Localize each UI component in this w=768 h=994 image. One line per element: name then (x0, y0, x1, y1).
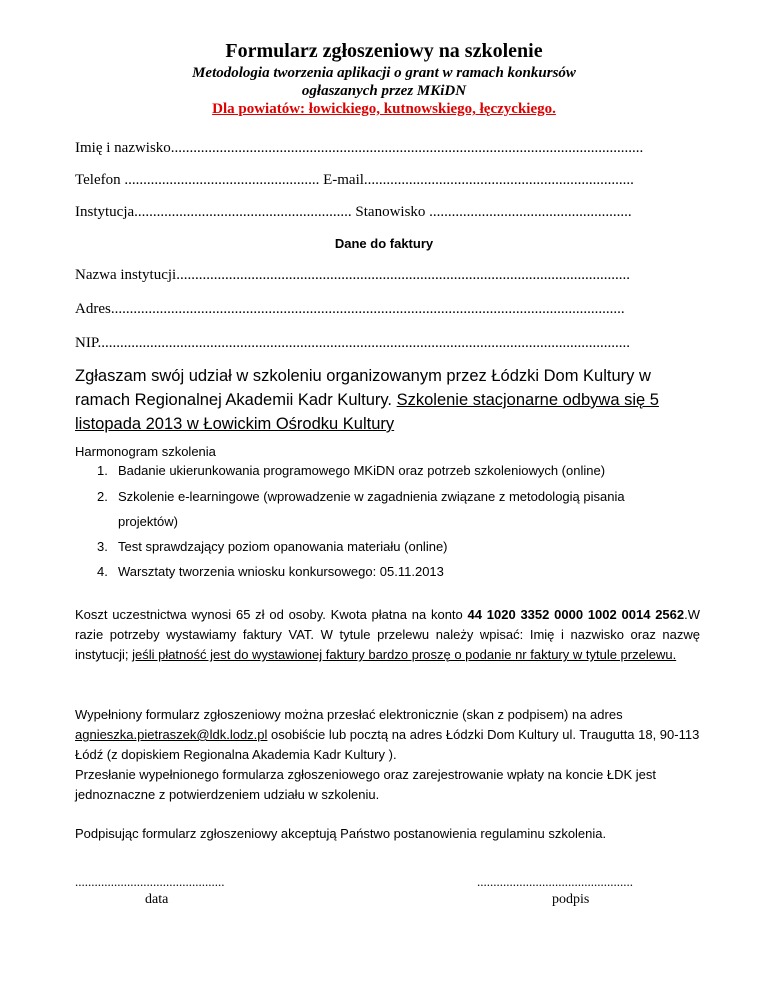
schedule-item: 3. Test sprawdzający poziom opanowania materiału (online) (97, 539, 448, 554)
declaration-date-location: Szkolenie stacjonarne odbywa się 5 listopada 2013 w Łowickim Ośrodku Kultury (75, 391, 659, 433)
name-field[interactable]: Imię i nazwisko.............................................................................................................................. (75, 140, 644, 156)
submission-info: Wypełniony formularz zgłoszeniowy można przesłać elektronicznie (skan z podpisem) na adres agnieszka.pietraszek@ldk.lodz.pl osobiście lub pocztą na adres Łódzki Dom Kultury ul. Traugutta 18, 90-113 Łódź (z dopiskiem Regionalna Akademia Kadr Kultury ). Przesłanie wypełnionego formularza zgłoszeniowego oraz zarejestrowanie wpłaty na koncie ŁDK jest jednoznaczne z potwierdzeniem udziału w szkoleniu. (75, 707, 700, 802)
regulations-note: Podpisując formularz zgłoszeniowy akceptują Państwo postanowienia regulaminu szkolenia. (75, 826, 607, 841)
schedule-item-continuation: projektów) (118, 514, 178, 529)
date-signature-line[interactable]: .............................................. (75, 874, 225, 889)
training-subtitle-line1: Metodologia tworzenia aplikacji o grant w ramach konkursów (192, 65, 576, 81)
invoice-nip-field[interactable]: NIP.............................................................................................................................................. (75, 335, 631, 351)
schedule-title: Harmonogram szkolenia (75, 444, 216, 459)
registration-note: Przesłanie wypełnionego formularza zgłoszeniowego oraz zarejestrowanie wpłaty na koncie ŁDK jest jednoznaczne z potwierdzeniem udziału w szkoleniu. (75, 767, 656, 802)
form-title: Formularz zgłoszeniowy na szkolenie (225, 40, 543, 62)
declaration-text (75, 364, 675, 436)
declaration-main: Zgłaszam swój udział w szkoleniu organizowanym przez Łódzki Dom Kultury w ramach Regionalnej Akademii Kadr Kultury. (75, 367, 651, 409)
schedule-item: 1. Badanie ukierunkowania programowego MKiDN oraz potrzeb szkoleniowych (online) (97, 463, 606, 478)
invoice-institution-field[interactable]: Nazwa instytucji......................................................................................................................... (75, 267, 630, 283)
institution-position-field[interactable]: Instytucja.......................................................... Stanowisko ...................................................... (75, 204, 632, 220)
invoice-address-field[interactable]: Adres......................................................................................................................................... (75, 301, 625, 317)
signature-label: podpis (552, 892, 590, 907)
contact-email-link[interactable]: agnieszka.pietraszek@ldk.lodz.pl (75, 727, 268, 742)
invoice-number-request: jeśli płatność jest do wystawionej faktury bardzo proszę o podanie nr faktury w tytule przelewu. (132, 647, 677, 662)
bank-account-number: 44 1020 3352 0000 1002 0014 2562 (467, 607, 685, 622)
training-subtitle-line2: ogłaszanych przez MKiDN (301, 83, 467, 99)
signature-line[interactable]: ................................................ (477, 874, 633, 889)
schedule-item: 2. Szkolenie e-learningowe (wprowadzenie w zagadnienia związane z metodologią pisania (97, 489, 625, 504)
date-label: data (145, 892, 169, 907)
payment-info: Koszt uczestnictwa wynosi 65 zł od osoby. Kwota płatna na konto 44 1020 3352 0000 1002 0014 2562.W razie potrzeby wystawiamy faktury VAT. W tytule przelewu należy wpisać: Imię i nazwisko oraz nazwę instytucji; jeśli płatność jest do wystawionej faktury bardzo proszę o podanie nr faktury w tytule przelewu. (75, 607, 701, 662)
schedule-item: 4. Warsztaty tworzenia wniosku konkursowego: 05.11.2013 (97, 564, 444, 579)
phone-email-field[interactable]: Telefon .................................................... E-mail........................................................................ (75, 172, 634, 188)
invoice-heading: Dane do faktury (334, 236, 434, 251)
districts-note: Dla powiatów: łowickiego, kutnowskiego, łęczyckiego. (212, 101, 556, 117)
